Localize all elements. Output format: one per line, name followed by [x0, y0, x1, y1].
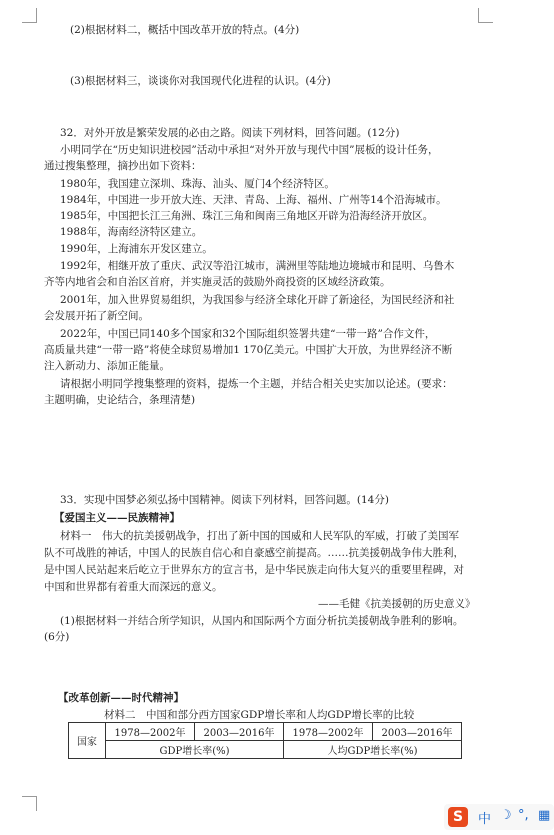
moon-icon[interactable]: ☽ [500, 808, 512, 823]
q32-item-1990: 1990年，上海浦东开发区建立。 [60, 243, 213, 255]
table-per-capita-growth-header: 人均GDP增长率(%) [284, 741, 462, 759]
table-period-3: 1978—2002年 [284, 723, 373, 741]
keyboard-grid-icon[interactable]: ▦ [538, 808, 551, 823]
q32-title: 32．对外开放是繁荣发展的必由之路。阅读下列材料，回答问题。(12分) [60, 127, 400, 139]
table-row-header: 国家 [69, 723, 106, 759]
q32-task-line2: 主题明确，史论结合，条理清楚) [44, 394, 196, 406]
q31-part3: (3)根据材料三，谈谈你对我国现代化进程的认识。(4分) [70, 75, 331, 87]
q33-section-patriotism: 【爱国主义——民族精神】 [54, 512, 180, 524]
q32-item-2022-line1: 2022年，中国已同140多个国家和32个国际组织签署共建“一带一路”合作文件， [60, 328, 436, 340]
q33-question1-line2: (6分) [44, 631, 70, 643]
q33-question1-line1: (1)根据材料一并结合所学知识，从国内和国际两个方面分析抗美援朝战争胜利的影响。 [60, 615, 464, 627]
q32-item-1992-line1: 1992年，相继开放了重庆、武汉等沿江城市，满洲里等陆地边境城市和昆明、乌鲁木 [60, 260, 455, 272]
q33-material1-source: ——毛健《抗美援朝的历史意义》 [318, 598, 476, 610]
q32-item-1985: 1985年，中国把长江三角洲、珠江三角和闽南三角地区开辟为沿海经济开放区。 [60, 210, 434, 222]
q31-part2: (2)根据材料二，概括中国改革开放的特点。(4分) [70, 24, 300, 36]
q32-intro-line1: 小明同学在“历史知识进校园”活动中承担“对外开放与现代中国”展板的设计任务， [60, 144, 439, 156]
table-period-2: 2003—2016年 [195, 723, 284, 741]
q32-intro-line2: 通过搜集整理，摘抄出如下资料： [44, 160, 202, 172]
table-period-4: 2003—2016年 [373, 723, 462, 741]
ime-toolbar[interactable] [444, 804, 554, 830]
table-gdp-growth-header: GDP增长率(%) [106, 741, 284, 759]
crop-mark-top-right [478, 8, 493, 23]
q33-material1-line3: 是中国人民站起来后屹立于世界东方的宣言书，是中华民族走向伟大复兴的重要里程碑，对 [44, 564, 464, 576]
q33-material2-title: 材料二 中国和部分西方国家GDP增长率和人均GDP增长率的比较 [104, 709, 415, 721]
chinese-mode-icon[interactable]: 中 [478, 812, 492, 827]
q32-item-2022-line3: 注入新动力、添加正能量。 [44, 360, 170, 372]
crop-mark-top-left [22, 8, 37, 23]
q32-task-line1: 请根据小明同学搜集整理的资料，提炼一个主题，并结合相关史实加以论述。(要求： [60, 378, 453, 390]
sogou-logo-icon[interactable]: S [448, 807, 468, 827]
q32-item-1988: 1988年，海南经济特区建立。 [60, 226, 203, 238]
table-period-1: 1978—2002年 [106, 723, 195, 741]
q32-item-1984: 1984年，中国进一步开放大连、天津、青岛、上海、福州、广州等14个沿海城市。 [60, 194, 447, 206]
q33-material1-line4: 中国和世界都有着重大而深远的意义。 [44, 581, 223, 593]
q33-material1-line2: 队不可战胜的神话，中国人的民族自信心和自豪感空前提高。……抗美援朝战争伟大胜利， [44, 547, 464, 559]
q32-item-2022-line2: 高质量共建“一带一路”将使全球贸易增加1 170亿美元。中国扩大开放，为世界经济不断 [44, 344, 453, 356]
q33-title: 33．实现中国梦必须弘扬中国精神。阅读下列材料，回答问题。(14分) [60, 494, 389, 506]
gdp-comparison-table [68, 722, 462, 759]
q32-item-2001-line1: 2001年，加入世界贸易组织，为我国参与经济全球化开辟了新途径，为国民经济和社 [60, 294, 455, 306]
punctuation-icon[interactable]: °, [518, 808, 529, 823]
q32-item-2001-line2: 会发展开拓了新空间。 [44, 310, 149, 322]
q33-section-innovation: 【改革创新——时代精神】 [58, 692, 184, 704]
q32-item-1992-line2: 齐等内地省会和自治区首府，并实施灵活的鼓励外商投资的区域经济政策。 [44, 276, 391, 288]
crop-mark-bottom-left [22, 796, 37, 811]
q32-item-1980: 1980年，我国建立深圳、珠海、汕头、厦门4个经济特区。 [60, 178, 335, 190]
q33-material1-line1: 材料一 伟大的抗美援朝战争，打出了新中国的国威和人民军队的军威，打破了美国军 [60, 530, 459, 542]
